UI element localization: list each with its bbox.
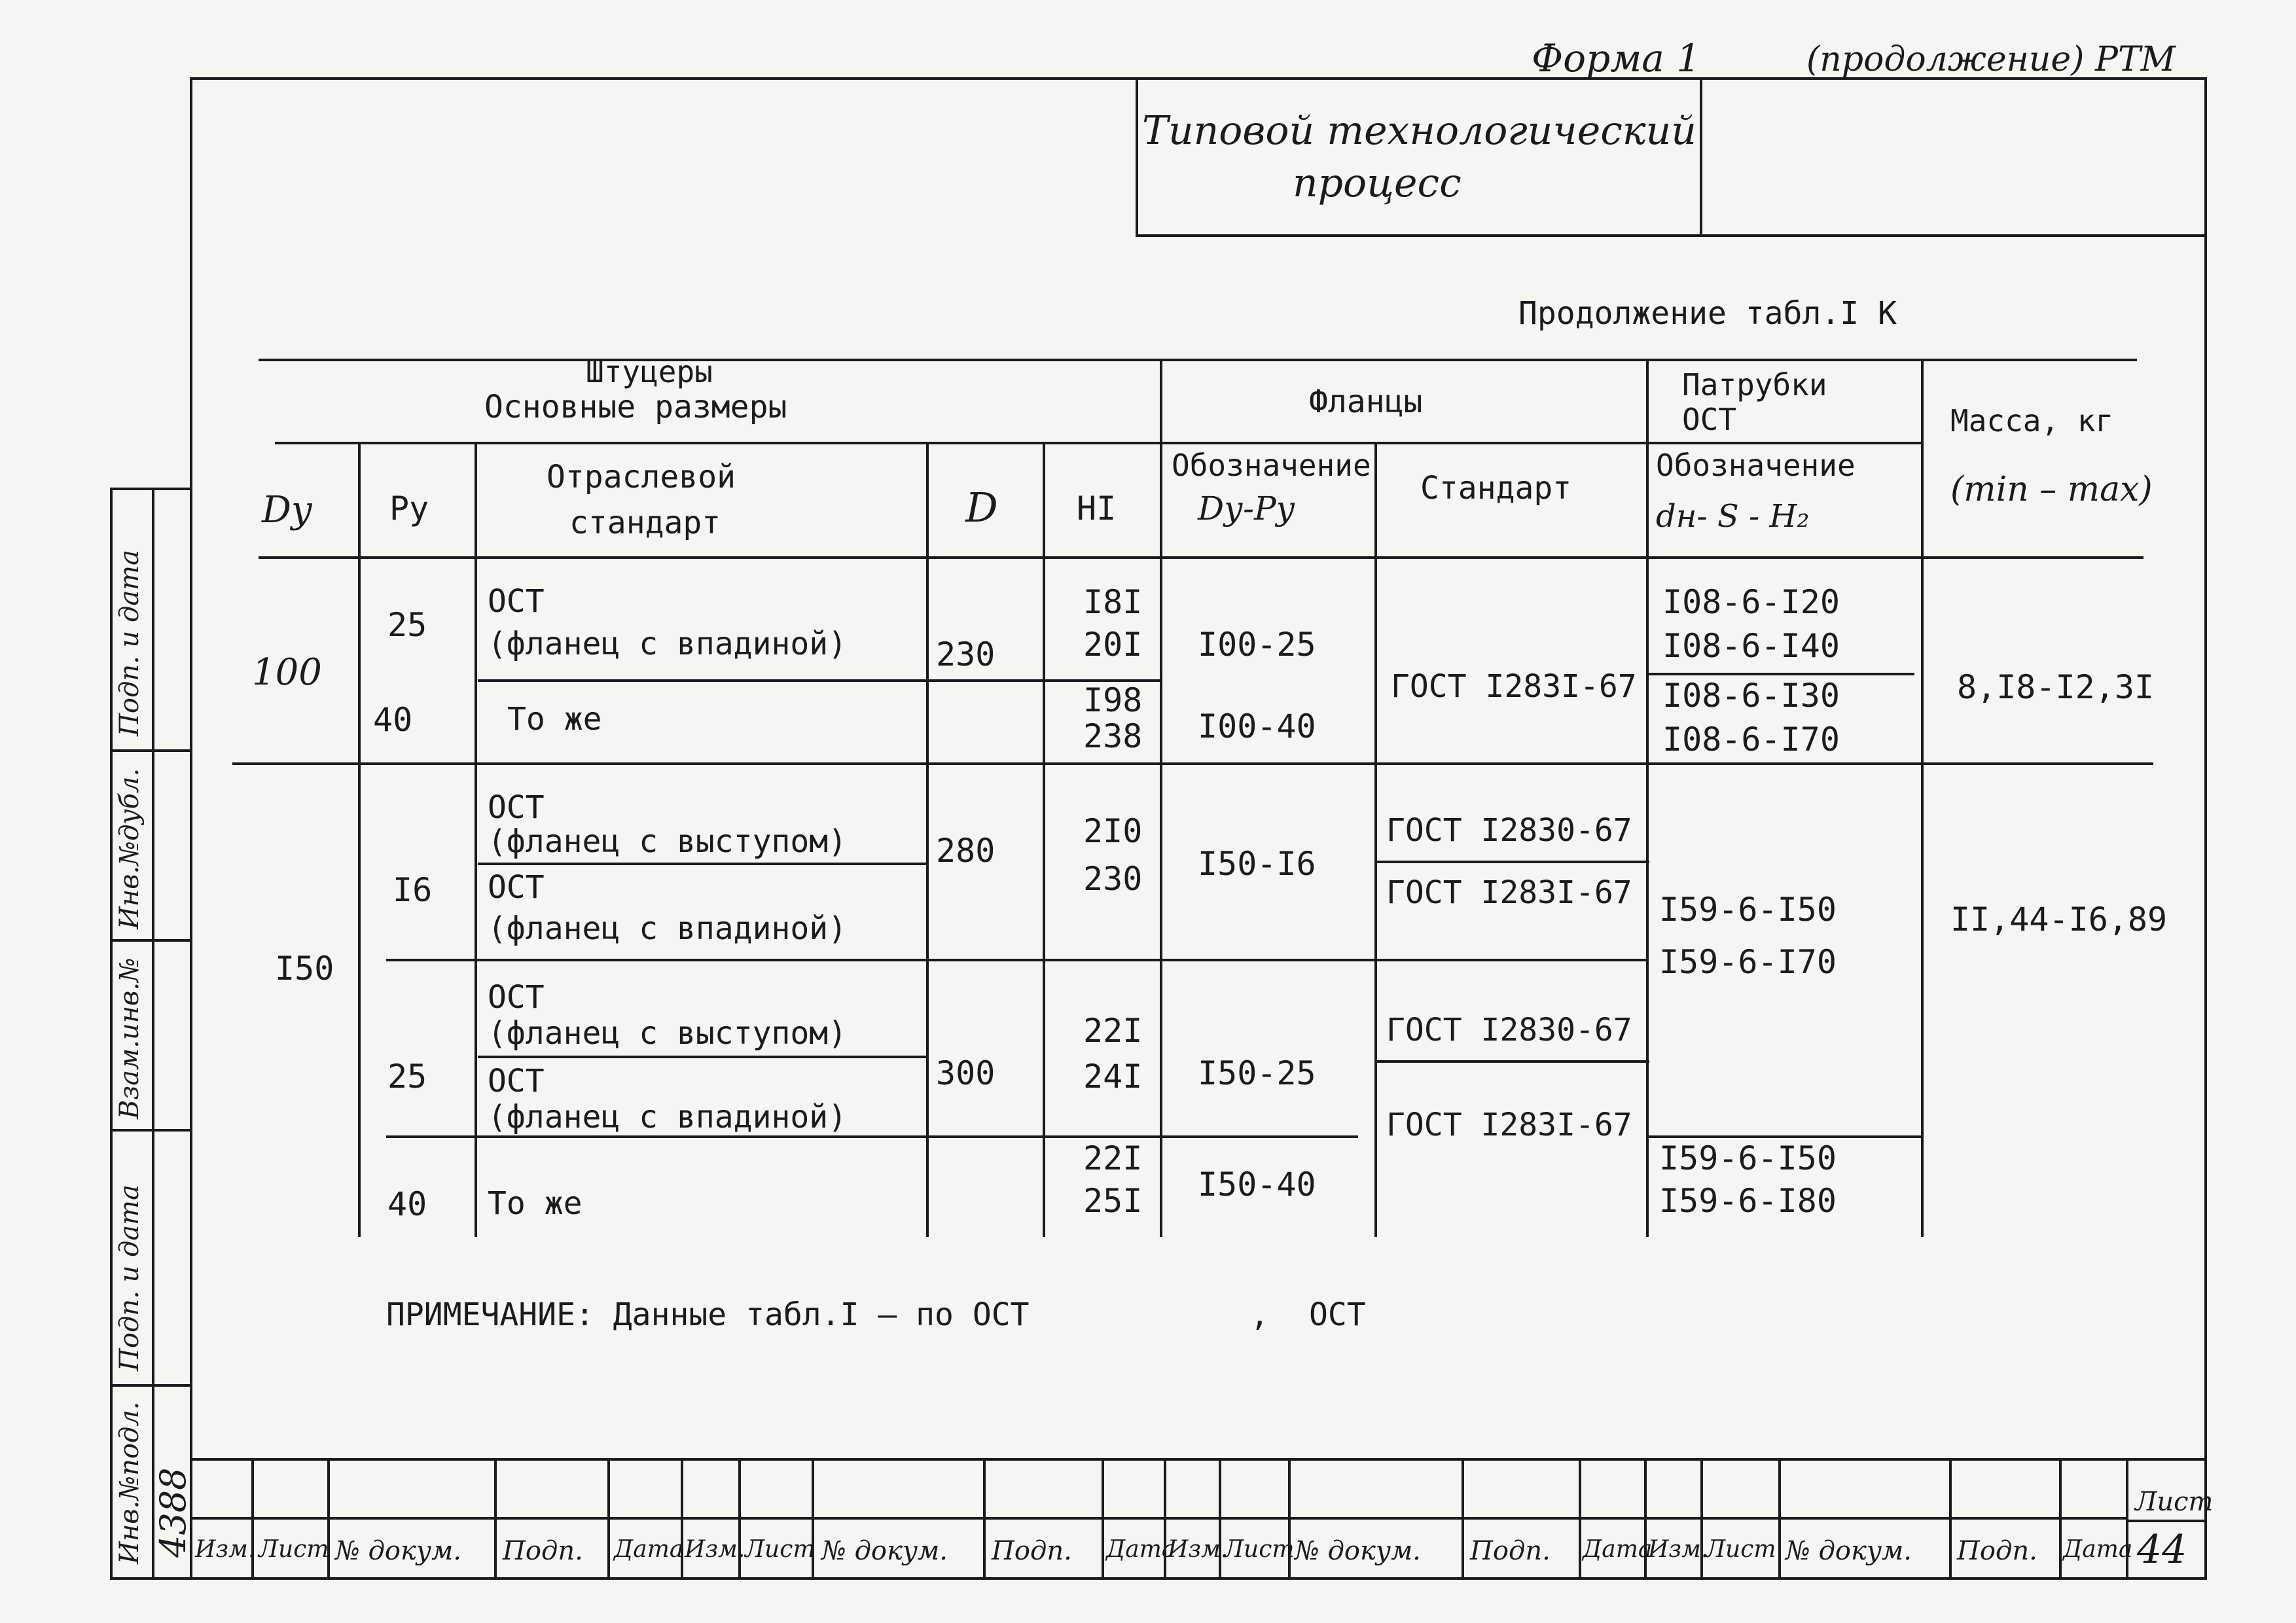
col-rule-oboz — [1374, 442, 1377, 1237]
tb-data-3: Дата — [1583, 1536, 1653, 1563]
header-bottom-rule — [259, 556, 2144, 559]
col-rule-py — [475, 442, 477, 1237]
cell-d-300: 300 — [936, 1054, 996, 1092]
stamp-rule-4 — [110, 1129, 190, 1132]
row-rule-150-a — [478, 863, 926, 865]
tb-sep — [607, 1458, 610, 1579]
cell-ost-a2: (фланец с впадиной) — [488, 626, 848, 662]
continuation-label: (продолжение) РТМ — [1806, 40, 2176, 79]
row-rule-100-a — [478, 679, 1162, 682]
hdr-standart: Стандарт — [1420, 470, 1572, 507]
col-rule-h — [1160, 359, 1162, 1237]
hdr-py: Pу — [389, 490, 429, 527]
stamp-rule-1 — [110, 488, 190, 490]
title-block-sheet-rule — [2126, 1520, 2206, 1522]
hdr-patrubki-2: ОСТ — [1682, 402, 1737, 437]
tb-izm-1: Изм. — [195, 1536, 256, 1563]
tb-sep — [1462, 1458, 1464, 1579]
cell-py-40a: 40 — [373, 701, 413, 739]
note-ost: ОСТ — [1309, 1296, 1366, 1333]
stamp-outer-left — [110, 488, 113, 1579]
frame-left — [190, 77, 192, 1579]
row-rule-150-d — [478, 1056, 926, 1058]
cell-h-251: 25I — [1083, 1182, 1143, 1220]
cell-dy-100: 100 — [252, 651, 322, 694]
cell-gost-3: ГОСТ I283I-67 — [1386, 874, 1632, 911]
tb-ndok-4: № докум. — [1785, 1536, 1912, 1566]
hdr-flantsy: Фланцы — [1309, 383, 1423, 420]
cell-ost-b1: ОСТ — [488, 789, 545, 826]
tb-sep — [1579, 1458, 1581, 1579]
frame-bottom — [110, 1577, 2207, 1580]
process-title-line2: процесс — [1293, 160, 1462, 206]
cell-gost-1: ГОСТ I283I-67 — [1391, 668, 1637, 705]
tb-data-1: Дата — [614, 1536, 684, 1563]
cell-p-8: I59-6-I80 — [1659, 1182, 1837, 1220]
cell-ost-e2: (фланец с впадиной) — [488, 1099, 848, 1135]
title-block-mid — [190, 1517, 2126, 1520]
cell-h-210: 2I0 — [1083, 812, 1143, 850]
cell-dy-150: I50 — [275, 950, 334, 988]
stamp-inv-number: 4388 — [152, 1467, 194, 1558]
tb-list-3: Лист — [1224, 1536, 1295, 1563]
hdr-massa: Масса, кг — [1950, 403, 2114, 438]
col-rule-ost — [926, 442, 929, 1237]
cell-tozhe-b: То же — [488, 1185, 583, 1222]
col-rule-dy — [358, 442, 361, 1237]
hdr-minmax: (min – max) — [1950, 470, 2153, 509]
hdr-shtutsery-1: Штуцеры — [586, 354, 713, 389]
tb-data-2: Дата — [1106, 1536, 1176, 1563]
shtutsery-subrule — [275, 442, 1160, 444]
cell-d-230: 230 — [936, 635, 996, 673]
cell-ost-b2: (фланец с выступом) — [488, 823, 848, 860]
frame-right — [2204, 77, 2207, 1579]
tb-sep — [494, 1458, 497, 1579]
col-rule-d — [1043, 442, 1045, 1237]
hdr-d: D — [965, 484, 998, 531]
tb-izm-4: Изм. — [1648, 1536, 1709, 1563]
cell-fl-150-16: I50-I6 — [1198, 845, 1316, 883]
cell-p-1: I08-6-I20 — [1662, 583, 1840, 621]
tb-podp-3: Подп. — [1470, 1536, 1551, 1566]
process-title-line1: Типовой технологический — [1142, 108, 1696, 154]
stamp-inv-dubl: Инв.№дубл. — [115, 768, 145, 929]
cell-h-230: 230 — [1083, 860, 1143, 898]
cell-py-25a: 25 — [387, 606, 427, 644]
hdr-ost-2: стандарт — [569, 505, 721, 541]
col-rule-patrubki — [1921, 359, 1924, 1237]
frame-top — [190, 77, 2206, 80]
title-box-right — [1700, 77, 1702, 236]
cell-tozhe-a: То же — [507, 701, 602, 738]
cell-ost-d1: ОСТ — [488, 979, 545, 1016]
cell-ost-c1: ОСТ — [488, 869, 545, 906]
cell-p-7: I59-6-I50 — [1659, 1139, 1837, 1177]
row-rule-150 — [232, 762, 2153, 765]
cell-h-221a: 22I — [1083, 1012, 1143, 1050]
stamp-vzam-inv: Взам.инв.№ — [115, 957, 145, 1119]
hdr-h1: HI — [1077, 490, 1117, 527]
cell-h-238: 238 — [1083, 717, 1143, 755]
hdr-patr-oboz-2: dн- S - H₂ — [1656, 498, 1810, 535]
cell-py-25b: 25 — [387, 1058, 427, 1096]
row-rule-150-e — [1374, 1060, 1649, 1063]
stamp-inner-left — [152, 488, 154, 1579]
tb-sheet-label: Лист — [2135, 1487, 2214, 1517]
tb-sep — [1778, 1458, 1781, 1579]
row-rule-150-g — [1646, 1135, 1921, 1138]
tb-sep — [2059, 1458, 2062, 1579]
hdr-dy: Dу — [262, 489, 313, 531]
cell-p-6: I59-6-I70 — [1659, 943, 1837, 981]
tb-podp-2: Подп. — [992, 1536, 1072, 1566]
hdr-patrubki-1: Патрубки — [1682, 367, 1827, 402]
cell-h-201: 20I — [1083, 626, 1143, 664]
cell-fl-100-40: I00-40 — [1198, 707, 1316, 745]
stamp-inv-podl: Инв.№подл. — [115, 1401, 145, 1564]
cell-h-198: I98 — [1083, 681, 1143, 719]
cell-h-181: I8I — [1083, 583, 1143, 621]
tb-sheet-number: 44 — [2137, 1527, 2187, 1573]
tb-ndok-2: № докум. — [821, 1536, 948, 1566]
cell-gost-4: ГОСТ I2830-67 — [1386, 1012, 1632, 1048]
cell-h-241: 24I — [1083, 1058, 1143, 1096]
cell-py-40b: 40 — [387, 1185, 427, 1223]
hdr-ost-1: Отраслевой — [547, 459, 736, 495]
cell-ost-c2: (фланец с впадиной) — [488, 910, 848, 947]
row-rule-100-b — [1646, 673, 1914, 675]
hdr-oboz-1: Обозначение — [1172, 448, 1371, 483]
tb-ndok-1: № докум. — [335, 1536, 461, 1566]
hdr-patr-oboz-1: Обозначение — [1656, 448, 1856, 483]
table-continuation: Продолжение табл.I К — [1518, 295, 1897, 332]
cell-ost-a1: ОСТ — [488, 583, 545, 620]
title-block-top — [190, 1458, 2206, 1461]
cell-fl-150-25: I50-25 — [1198, 1054, 1316, 1092]
row-rule-150-b — [1374, 861, 1649, 863]
cell-gost-2: ГОСТ I2830-67 — [1386, 812, 1632, 849]
tb-data-4: Дата — [2063, 1536, 2133, 1563]
tb-izm-3: Изм. — [1168, 1536, 1229, 1563]
tb-izm-2: Изм. — [685, 1536, 745, 1563]
tb-ndok-3: № докум. — [1295, 1536, 1421, 1566]
hdr-oboz-2: Dу-Pу — [1198, 490, 1295, 527]
cell-d-280: 280 — [936, 832, 996, 870]
tb-sep — [1949, 1458, 1952, 1579]
cell-fl-150-40: I50-40 — [1198, 1166, 1316, 1204]
cell-p-2: I08-6-I40 — [1662, 627, 1840, 665]
tb-podp-4: Подп. — [1957, 1536, 2037, 1566]
cell-p-3: I08-6-I30 — [1662, 677, 1840, 715]
title-box-bottom — [1136, 234, 2206, 237]
tb-list-1: Лист — [259, 1536, 329, 1563]
cell-py-16: I6 — [393, 871, 433, 909]
cell-p-4: I08-6-I70 — [1662, 721, 1840, 758]
tb-list-2: Лист — [745, 1536, 816, 1563]
title-box-left — [1136, 77, 1138, 236]
col-rule-standart — [1646, 359, 1649, 1237]
tb-sep — [983, 1458, 986, 1579]
stamp-rule-5 — [110, 1384, 190, 1387]
tb-sep — [1102, 1458, 1104, 1579]
cell-ost-d2: (фланец с выступом) — [488, 1015, 848, 1052]
stamp-podp-data-1: Подп. и дата — [115, 550, 145, 736]
cell-m-1: 8,I8-I2,3I — [1957, 668, 2155, 706]
forma-label: Форма 1 — [1532, 36, 1701, 80]
note-comma: , — [1250, 1296, 1269, 1333]
cell-m-2: II,44-I6,89 — [1950, 901, 2168, 938]
note-text: ПРИМЕЧАНИЕ: Данные табл.I – по ОСТ — [386, 1296, 1030, 1333]
hdr-shtutsery-2: Основные размеры — [484, 389, 787, 425]
stamp-rule-3 — [110, 939, 190, 942]
table-top-rule — [259, 359, 2137, 361]
tb-list-4: Лист — [1706, 1536, 1776, 1563]
stamp-podp-data-2: Подп. и дата — [115, 1185, 145, 1371]
cell-ost-e1: ОСТ — [488, 1063, 545, 1099]
cell-p-5: I59-6-I50 — [1659, 891, 1837, 929]
row-rule-150-f — [386, 1135, 1358, 1138]
patrubki-subrule — [1646, 442, 1921, 444]
tb-podp-1: Подп. — [503, 1536, 583, 1566]
cell-gost-5: ГОСТ I283I-67 — [1386, 1107, 1632, 1143]
row-rule-150-c — [386, 959, 1646, 961]
cell-h-221b: 22I — [1083, 1139, 1143, 1177]
stamp-rule-2 — [110, 749, 190, 752]
cell-fl-100-25: I00-25 — [1198, 626, 1316, 664]
